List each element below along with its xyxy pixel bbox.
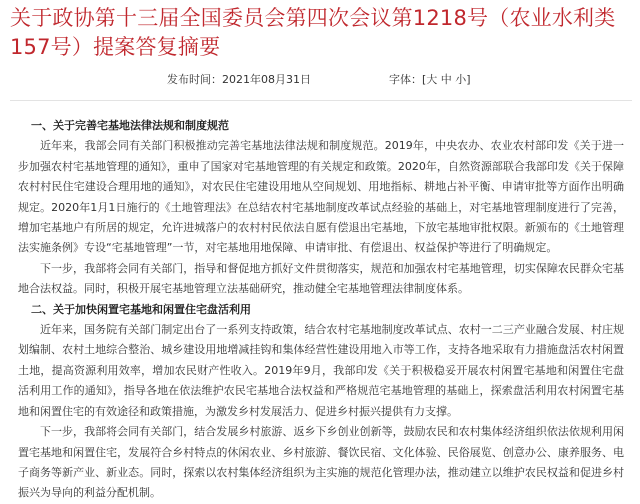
title-divider <box>10 100 632 101</box>
font-small-button[interactable]: 小 <box>455 73 467 86</box>
section-paragraph: 近年来，国务院有关部门制定出台了一系列支持政策，结合农村宅基地制度改革试点、农村一二三产业融合发展、村庄规划编制、农村土地综合整治、城乡建设用地增减挂钩和集体经营性建设用地入市等工作，支持各地采取有力措施盘活农村闲置土地，提高资源利用效率，增加农民财产性收入。2019年9月，我部印发《关于积极稳妥开展农村闲置宅基地和闲置住宅盘活利用工作的通知》，指导各地在依法维护农民宅基地合法权益和严格规范宅基地管理的基础上，探索盘活利用农村闲置宅基地和闲置住宅的有效途径和政策措施，为激发乡村发展活力、促进乡村振兴提供有力支撑。 <box>18 323 624 418</box>
article-meta <box>0 70 640 90</box>
publish-date <box>167 70 311 90</box>
section-paragraph: 下一步，我部将会同有关部门，指导和督促地方抓好文件贯彻落实，规范和加强农村宅基地管理，切实保障农民群众宅基地合法权益。同时，积极开展宅基地管理立法基础研究，推动健全宅基地管理法律制度体系。 <box>18 261 624 296</box>
section-heading: 二、关于加快闲置宅基地和闲置住宅盘活利用 <box>31 302 251 316</box>
font-bracket-open: [ <box>422 73 427 86</box>
section-paragraph: 下一步，我部将会同有关部门，结合发展乡村旅游、返乡下乡创业创新等，鼓励农民和农村集体经济组织依法依规利用闲置宅基地和闲置住宅，发展符合乡村特点的休闲农业、乡村旅游、餐饮民宿、文化体验、民俗展览、创意办公、康养服务、电子商务等新产业、新业态。同时，探索以农村集体经济组织为主实施的规范化管理办法，推动建立以维护农民权益和促进乡村振兴为导向的利益分配机制。 <box>18 425 624 500</box>
font-large-button[interactable]: 大 <box>426 73 438 86</box>
publish-date-value: 2021年08月31日 <box>222 73 311 86</box>
font-size-label: 字体： <box>389 73 422 86</box>
article-body <box>18 116 624 504</box>
page-title: 关于政协第十三届全国委员会第四次会议第1218号（农业水利类157号）提案答复摘要 <box>10 6 616 59</box>
section-paragraph: 近年来，我部会同有关部门积极推动完善宅基地法律法规和制度规范。2019年，中央农办、农业农村部印发《关于进一步加强农村宅基地管理的通知》，重申了国家对宅基地管理的有关规定和政策。2020年，自然资源部联合我部印发《关于保障农村村民住宅建设合理用地的通知》，对农民住宅建设用地从空间规划、用地指标、耕地占补平衡、申请审批等方面作出明确规定。2020年1月1日施行的《土地管理法》在总结农村宅基地制度改革试点经验的基础上，对宅基地管理制度进行了完善，增加宅基地户有所居的规定，允许进城落户的农村村民依法自愿有偿退出宅基地，下放宅基地审批权限。新颁布的《土地管理法实施条例》专设“宅基地管理”一节，对宅基地用地保障、申请审批、有偿退出、权益保护等进行了明确规定。 <box>18 139 624 255</box>
font-size-selector <box>389 70 471 90</box>
section-heading: 一、关于完善宅基地法律法规和制度规范 <box>31 119 229 132</box>
font-bracket-close: ] <box>466 73 471 86</box>
font-medium-button[interactable]: 中 <box>440 73 452 86</box>
publish-label: 发布时间： <box>167 73 222 86</box>
